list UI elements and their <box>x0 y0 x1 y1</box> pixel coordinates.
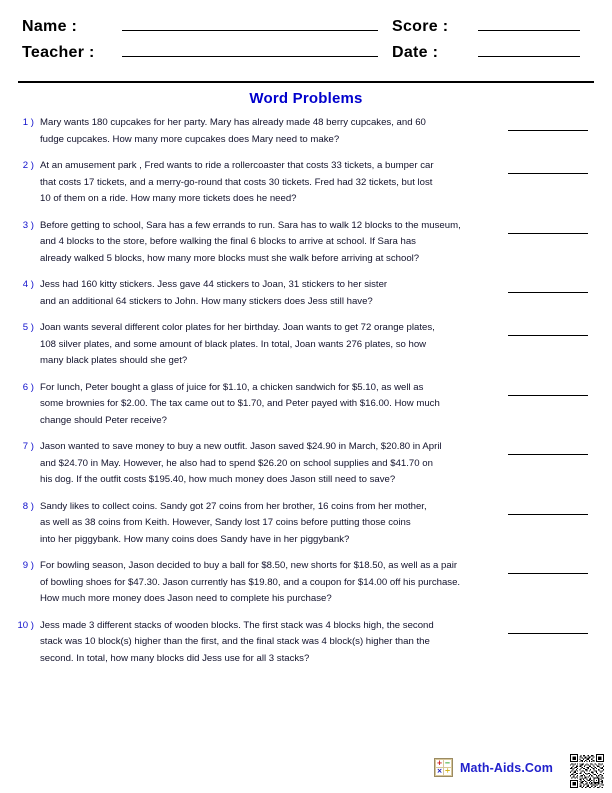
problem-text-line: fudge cupcakes. How many more cupcakes does Mary need to make? <box>40 133 340 145</box>
problem-text <box>40 320 490 370</box>
score-input-line[interactable] <box>478 30 580 31</box>
problem-item <box>0 499 612 549</box>
problem-number: 6 ) <box>22 381 34 393</box>
page-title: Word Problems <box>249 90 363 107</box>
problem-text-line: that costs 17 tickets, and a merry-go-round that costs 30 tickets. Fred had 32 tickets, but lost <box>40 176 433 188</box>
answer-blank[interactable] <box>508 395 588 396</box>
name-field-row <box>22 18 378 36</box>
answer-blank[interactable] <box>508 335 588 336</box>
problem-text-line: Jess made 3 different stacks of wooden blocks. The first stack was 4 blocks high, the second <box>40 619 434 631</box>
problem-item <box>0 380 612 430</box>
math-aids-logo-icon <box>434 758 453 777</box>
problem-text-line: and 4 blocks to the store, before walking the final 6 blocks to arrive at school. If Sara has <box>40 236 416 247</box>
answer-blank[interactable] <box>508 573 588 574</box>
answer-blank[interactable] <box>508 292 588 293</box>
problem-text-line: stack was 10 block(s) higher than the first, and the final stack was 4 block(s) higher than the <box>40 636 430 647</box>
problem-list <box>0 115 612 677</box>
problem-text-line: For bowling season, Jason decided to buy a ball for $8.50, new shorts for $18.50, as well as a pair <box>40 560 458 571</box>
answer-blank[interactable] <box>508 633 588 634</box>
problem-text-line: How much more money does Jason need to complete his purchase? <box>40 593 332 604</box>
name-input-line[interactable] <box>122 30 378 31</box>
brand-block[interactable] <box>434 758 553 777</box>
problem-text-line: 108 silver plates, and some amount of black plates. In total, Joan wants 276 plates, so how <box>40 338 427 350</box>
problem-text <box>40 115 490 148</box>
problem-text-line: Before getting to school, Sara has a few errands to run. Sara has to walk 12 blocks to the museum, <box>40 219 461 231</box>
problem-number: 5 ) <box>22 322 34 333</box>
problem-item <box>0 158 612 208</box>
times-icon: × <box>436 767 443 775</box>
problem-text-line: For lunch, Peter bought a glass of juice for $1.10, a chicken sandwich for $5.10, as well as <box>40 381 424 393</box>
problem-number: 2 ) <box>22 160 34 171</box>
problem-text <box>40 380 490 430</box>
problem-item <box>0 439 612 489</box>
divide-icon: ÷ <box>444 767 451 775</box>
teacher-field-row <box>22 44 378 62</box>
problem-number: 8 ) <box>22 500 34 512</box>
score-field-row <box>392 18 580 36</box>
problem-item <box>0 558 612 608</box>
qr-code-icon <box>570 754 604 788</box>
problem-text-line: Joan wants several different color plates for her birthday. Joan wants to get 72 orange plates, <box>40 322 435 333</box>
problem-text-line: many black plates should she get? <box>40 355 188 366</box>
answer-blank[interactable] <box>508 233 588 234</box>
problem-text <box>40 558 490 608</box>
problem-text-line: 10 of them on a ride. How many more tickets does he need? <box>40 193 297 204</box>
problem-number: 4 ) <box>22 279 34 290</box>
date-input-line[interactable] <box>478 56 580 57</box>
problem-text-line: second. In total, how many blocks did Jess use for all 3 stacks? <box>40 652 310 664</box>
problem-text <box>40 499 490 549</box>
teacher-input-line[interactable] <box>122 56 378 57</box>
answer-blank[interactable] <box>508 130 588 131</box>
problem-text-line: At an amusement park , Fred wants to ride a rollercoaster that costs 33 tickets, a bumper car <box>40 160 434 171</box>
problem-number: 9 ) <box>22 560 34 571</box>
name-label: Name : <box>22 18 78 35</box>
problem-item <box>0 115 612 148</box>
problem-text-line: Sandy likes to collect coins. Sandy got 27 coins from her brother, 16 coins from her mother, <box>40 500 427 512</box>
date-label: Date : <box>392 44 439 61</box>
problem-text-line: as well as 38 coins from Keith. However, Sandy lost 17 coins before putting those coins <box>40 517 411 528</box>
problem-item <box>0 618 612 668</box>
problem-text-line: into her piggybank. How many coins does Sandy have in her piggybank? <box>40 533 350 545</box>
problem-item <box>0 320 612 370</box>
problem-number: 1 ) <box>22 117 34 128</box>
problem-text-line: Jess had 160 kitty stickers. Jess gave 44 stickers to Joan, 31 stickers to her sister <box>40 279 388 290</box>
problem-text-line: already walked 5 blocks, how many more blocks must she walk before arriving at school? <box>40 252 420 264</box>
brand-name: Math-Aids.Com <box>460 760 553 775</box>
worksheet-footer <box>0 752 612 792</box>
problem-text <box>40 618 490 668</box>
worksheet-header <box>0 0 612 82</box>
problem-item <box>0 218 612 268</box>
problem-item <box>0 277 612 310</box>
problem-text-line: Mary wants 180 cupcakes for her party. Mary has already made 48 berry cupcakes, and 60 <box>40 117 426 128</box>
problem-number: 3 ) <box>22 219 34 231</box>
problem-text-line: and an additional 64 stickers to John. How many stickers does Jess still have? <box>40 295 373 307</box>
date-field-row <box>392 44 580 62</box>
answer-blank[interactable] <box>508 514 588 515</box>
problem-text <box>40 158 490 208</box>
problem-number: 10 ) <box>17 619 34 631</box>
problem-text-line: change should Peter receive? <box>40 414 167 426</box>
plus-icon: + <box>436 759 443 767</box>
problem-text-line: and $24.70 in May. However, he also had to spend $26.20 on school supplies and $41.70 on <box>40 457 433 469</box>
problem-text-line: some brownies for $2.00. The tax came out to $1.70, and Peter payed with $16.00. How much <box>40 398 440 409</box>
problem-number: 7 ) <box>22 441 34 452</box>
answer-blank[interactable] <box>508 454 588 455</box>
qr-code-svg <box>570 754 604 788</box>
minus-icon: − <box>444 759 451 767</box>
problem-text <box>40 218 490 268</box>
problem-text-line: of bowling shoes for $47.30. Jason currently has $19.80, and a coupon for $14.00 off his purchase. <box>40 576 461 588</box>
problem-text <box>40 439 490 489</box>
score-label: Score : <box>392 18 449 35</box>
teacher-label: Teacher : <box>22 44 95 61</box>
header-divider <box>18 81 594 83</box>
answer-blank[interactable] <box>508 173 588 174</box>
problem-text <box>40 277 490 310</box>
problem-text-line: Jason wanted to save money to buy a new outfit. Jason saved $24.90 in March, $20.80 in April <box>40 441 442 452</box>
problem-text-line: his dog. If the outfit costs $195.40, how much money does Jason still need to save? <box>40 474 396 485</box>
